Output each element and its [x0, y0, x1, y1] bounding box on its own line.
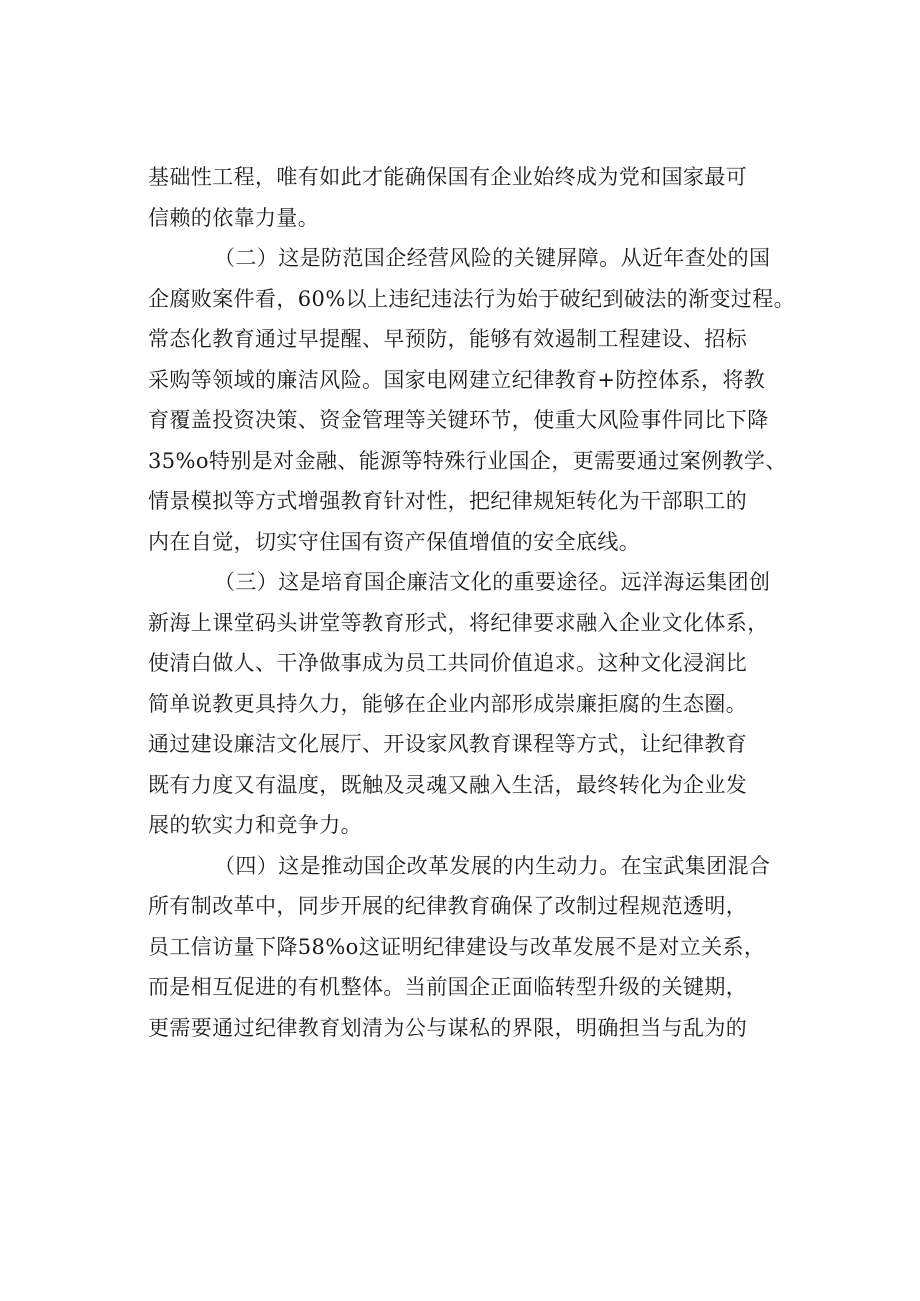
text-line: 企腐败案件看，60%以上违纪违法行为始于破纪到破法的渐变过程。	[148, 286, 796, 311]
text-line: 35%o特别是对金融、能源等特殊行业国企，更需要通过案例教学、	[148, 448, 787, 473]
text-line: 更需要通过纪律教育划清为公与谋私的界限，明确担当与乱为的	[148, 1015, 748, 1040]
text-line: 情景模拟等方式增强教育针对性，把纪律规矩转化为干部职工的	[148, 489, 748, 513]
text-line: 信赖的依靠力量。	[148, 205, 320, 230]
body-text	[148, 157, 808, 1048]
paragraph-heading-2: （二）这是防范国企经营风险的关键屏障。从近年查处的国	[214, 246, 771, 270]
text-line: 通过建设廉洁文化展厅、开设家风教育课程等方式，让纪律教育	[148, 732, 748, 756]
text-line: 展的软实力和竞争力。	[148, 813, 362, 837]
text-line: 采购等领域的廉洁风险。国家电网建立纪律教育+防控体系，将教	[148, 367, 766, 392]
text-line: 既有力度又有温度，既触及灵魂又融入生活，最终转化为企业发	[148, 772, 748, 797]
text-line: 员工信访量下降58%o这证明纪律建设与改革发展不是对立关系，	[148, 934, 766, 959]
text-line: 而是相互促进的有机整体。当前国企正面临转型升级的关键期，	[148, 975, 748, 999]
text-line: 所有制改革中，同步开展的纪律教育确保了改制过程规范透明，	[148, 894, 748, 918]
text-line: 内在自觉，切实守住国有资产保值增值的安全底线。	[148, 529, 641, 554]
paragraph-heading-4: （四）这是推动国企改革发展的内生动力。在宝武集团混合	[214, 853, 771, 878]
text-line: 基础性工程，唯有如此才能确保国有企业始终成为党和国家最可	[148, 165, 748, 189]
text-line: 使清白做人、干净做事成为员工共同价值追求。这种文化浸润比	[148, 651, 748, 675]
text-line: 简单说教更具持久力，能够在企业内部形成崇廉拒腐的生态圈。	[148, 691, 748, 716]
text-line: 育覆盖投资决策、资金管理等关键环节，使重大风险事件同比下降	[148, 408, 769, 432]
text-line: 常态化教育通过早提醒、早预防，能够有效遏制工程建设、招标	[148, 327, 748, 351]
paragraph-heading-3: （三）这是培育国企廉洁文化的重要途径。远洋海运集团创	[214, 570, 771, 594]
text-line: 新海上课堂码头讲堂等教育形式，将纪律要求融入企业文化体系，	[148, 610, 769, 635]
